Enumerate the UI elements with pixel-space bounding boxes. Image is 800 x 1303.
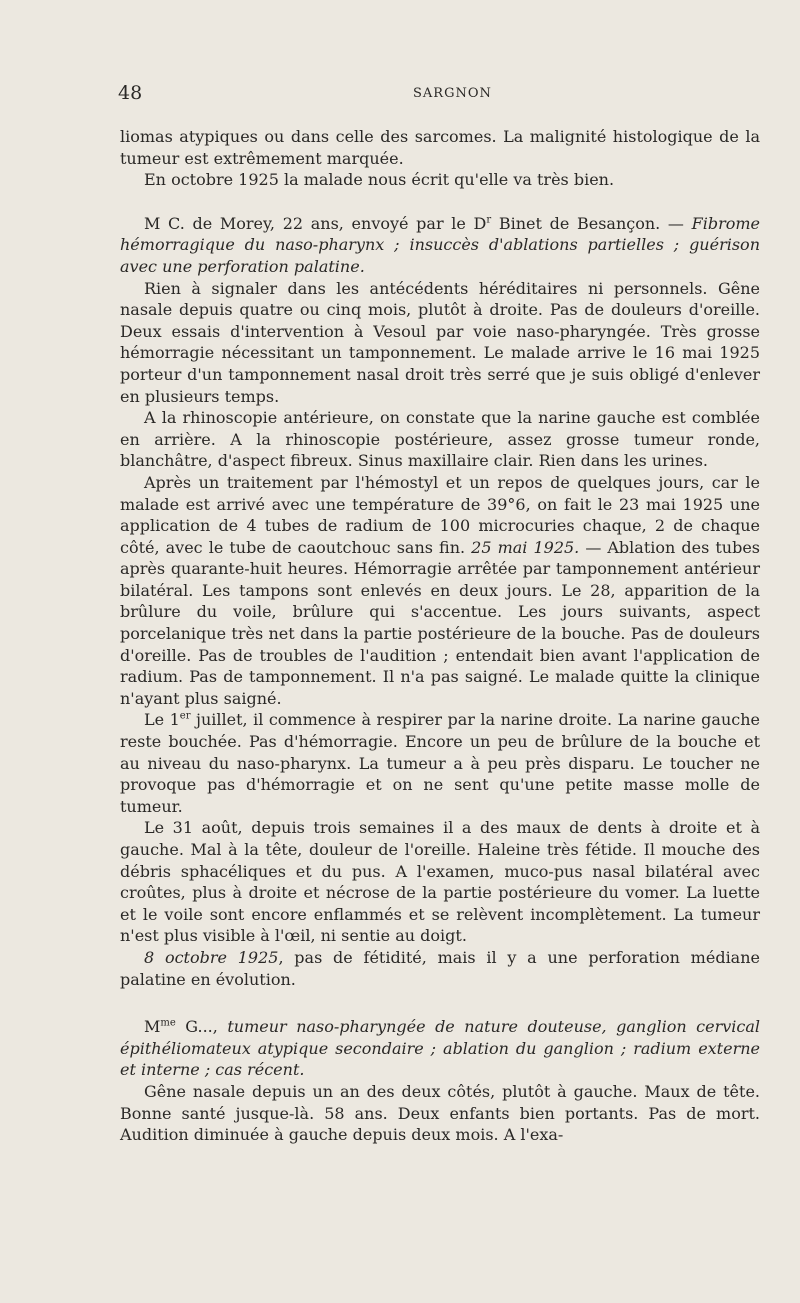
paragraph-continuation: liomas atypiques ou dans celle des sarcomes. La malignité histologique de la tumeur est extrêmement marquée. xyxy=(120,127,760,168)
case2-intro-sup: me xyxy=(160,1017,176,1029)
spacer xyxy=(120,990,760,1016)
case1-july-text: Le 1 xyxy=(144,710,180,730)
case1-paragraph-july xyxy=(120,709,760,817)
case1-july-rest: juillet, il commence à respirer par la narine droite. La narine gauche reste bouchée. Pas d'hémorragie. Encore un peu de brûlure de la bouche et au niveau du naso-pharynx. La tumeur a à peu près disparu. Le toucher ne provoque pas d'hémorragie et on ne sent qu'une petite masse molle de tumeur. xyxy=(120,710,760,816)
case1-october-rest: , pas de fétidité, mais il y a une perforation médiane palatine en évolution. xyxy=(120,947,760,989)
paragraph-outcome: En octobre 1925 la malade nous écrit qu'elle va très bien. xyxy=(144,170,615,190)
page-number: 48 xyxy=(118,82,143,104)
case2-paragraph-history: Gêne nasale depuis un an des deux côtés, plutôt à gauche. Maux de tête. Bonne santé jusque-là. 58 ans. Deux enfants bien portants. Pas de mort. Audition diminuée à gauche depuis deux mois. A l'exa- xyxy=(120,1081,760,1145)
running-head: SARGNON xyxy=(413,86,492,101)
case2-intro-rest: G..., xyxy=(175,1017,228,1037)
case1-title: Fibrome hémorragique du naso-pharynx ; insuccès d'ablations partielles ; guérison avec une perforation palatine. xyxy=(120,213,761,276)
case1-intro: M C. de Morey, 22 ans, envoyé par le D xyxy=(144,213,487,233)
case1-paragraph-exam: A la rhinoscopie antérieure, on constate que la narine gauche est comblée en arrière. A la rhinoscopie postérieure, assez grosse tumeur ronde, blanchâtre, d'aspect fibreux. Sinus maxillaire clair. Rien dans les urines. xyxy=(120,408,760,471)
case1-heading xyxy=(120,213,760,278)
case1-paragraph-history: Rien à signaler dans les antécédents héréditaires ni personnels. Gêne nasale depuis quatre ou cinq mois, plutôt à droite. Pas de douleurs d'oreille. Deux essais d'intervention à Vesoul par voie naso-pharyngée. Très grosse hémorragie nécessitant un tamponnement. Le malade arrive le 16 mai 1925 porteur d'un tamponnement nasal droit très serré que je suis obligé d'enlever en plusieurs temps. xyxy=(120,278,760,406)
case1-paragraph-october xyxy=(120,947,760,990)
case2-intro: M xyxy=(144,1017,161,1037)
case1-treatment-rest: — Ablation des tubes après quarante-huit heures. Hémorragie arrêtée par tamponnement antérieur bilatéral. Les tampons sont enlevés en deux jours. Le 28, apparition de la brûlure du voile, brûlure qui s'accentue. Les jours suivants, aspect porcelanique très net dans la partie postérieure de la bouche. Pas de douleurs d'oreille. Pas de troubles de l'audition ; entendait bien avant l'application de radium. Pas de tamponnement. Il n'a pas saigné. Le malade quitte la clinique n'ayant plus saigné. xyxy=(120,537,761,708)
spacer xyxy=(120,191,760,213)
case1-treatment-text: Après un traitement par l'hémostyl et un repos de quelques jours, car le malade est arrivé avec une température de 39°6, on fait le 23 mai 1925 une application de 4 tubes de radium de 100 microcuries chaque, 2 de chaque côté, avec le tube de caoutchouc sans fin. xyxy=(120,472,760,557)
case1-october-date: 8 octobre 1925 xyxy=(144,947,279,967)
case1-intro-sup: r xyxy=(486,214,492,226)
case2-title: tumeur naso-pharyngée de nature douteuse, ganglion cervical épithéliomateux atypique secondaire ; ablation du ganglion ; radium externe et interne ; cas récent. xyxy=(120,1017,760,1080)
page-header xyxy=(118,82,740,108)
case1-paragraph-august: Le 31 août, depuis trois semaines il a des maux de dents à droite et à gauche. Mal à la tête, douleur de l'oreille. Haleine très fétide. Il mouche des débris sphacéliques et du pus. A l'examen, muco-pus nasal bilatéral avec croûtes, plus à droite et nécrose de la partie postérieure du vomer. La luette et le voile sont encore enflammés et se relèvent incomplètement. La tumeur n'est plus visible à l'œil, ni sentie au doigt. xyxy=(120,818,760,946)
case1-july-sup: er xyxy=(179,711,191,723)
case2-heading xyxy=(120,1016,760,1081)
case1-treatment-date: 25 mai 1925. xyxy=(471,537,580,557)
case1-paragraph-treatment xyxy=(120,472,760,710)
body-text xyxy=(120,126,760,1146)
case1-intro-rest: Binet de Besançon. — xyxy=(491,213,692,233)
